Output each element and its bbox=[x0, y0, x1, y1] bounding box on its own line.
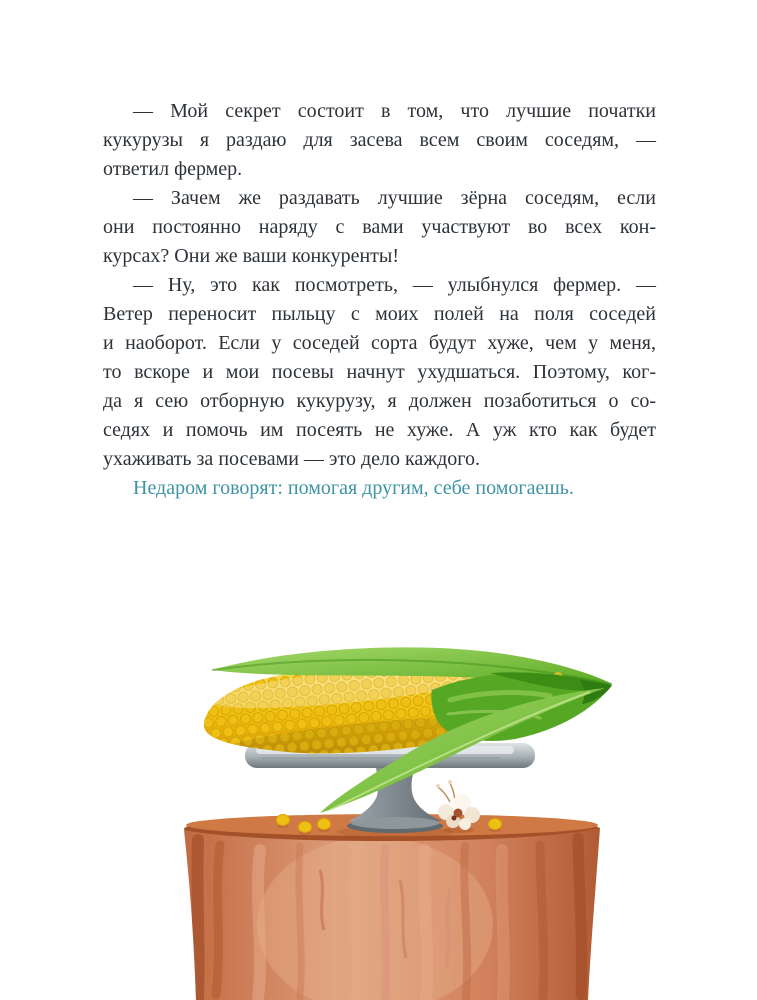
text-line: — Ну, это как посмотреть, — улыбнулся фермер. — bbox=[133, 274, 656, 296]
corn-kernel bbox=[489, 819, 502, 830]
text-line: ухаживать за посевами — это дело каждого. bbox=[103, 448, 481, 470]
paragraph bbox=[103, 474, 656, 503]
tree-stump bbox=[184, 814, 600, 1000]
text-block bbox=[103, 97, 656, 503]
paragraph bbox=[103, 271, 656, 474]
text-line: — Мой секрет состоит в том, что лучшие початки bbox=[133, 100, 656, 122]
text-line: они постоянно наряду с вами участвуют во всех кон- bbox=[103, 216, 656, 238]
text-line: Недаром говорят: помогая другим, себе помогаешь. bbox=[133, 477, 574, 499]
text-line: то вскоре и мои посевы начнут ухудшаться. Поэтому, ког- bbox=[103, 361, 656, 383]
corn-illustration bbox=[150, 640, 650, 1000]
paragraph bbox=[103, 184, 656, 271]
text-line: ответил фермер. bbox=[103, 158, 243, 180]
corn-kernel bbox=[299, 822, 312, 833]
text-line: — Зачем же раздавать лучшие зёрна соседям, если bbox=[133, 187, 656, 209]
text-line: Ветер переносит пыльцу с моих полей на поля соседей bbox=[103, 303, 656, 325]
paragraph bbox=[103, 97, 656, 184]
text-line: да я сею отборную кукурузу, я должен позаботиться о со- bbox=[103, 390, 656, 412]
corn-kernel bbox=[277, 815, 290, 826]
text-line: и наоборот. Если у соседей сорта будут хуже, чем у меня, bbox=[103, 332, 656, 354]
text-line: седях и помочь им посеять не хуже. А уж кто как будет bbox=[103, 419, 656, 441]
corn-kernel bbox=[318, 819, 331, 830]
text-line: кукурузы я раздаю для засева всем своим соседям, — bbox=[103, 129, 656, 151]
text-line: курсах? Они же ваши конкуренты! bbox=[103, 245, 400, 267]
